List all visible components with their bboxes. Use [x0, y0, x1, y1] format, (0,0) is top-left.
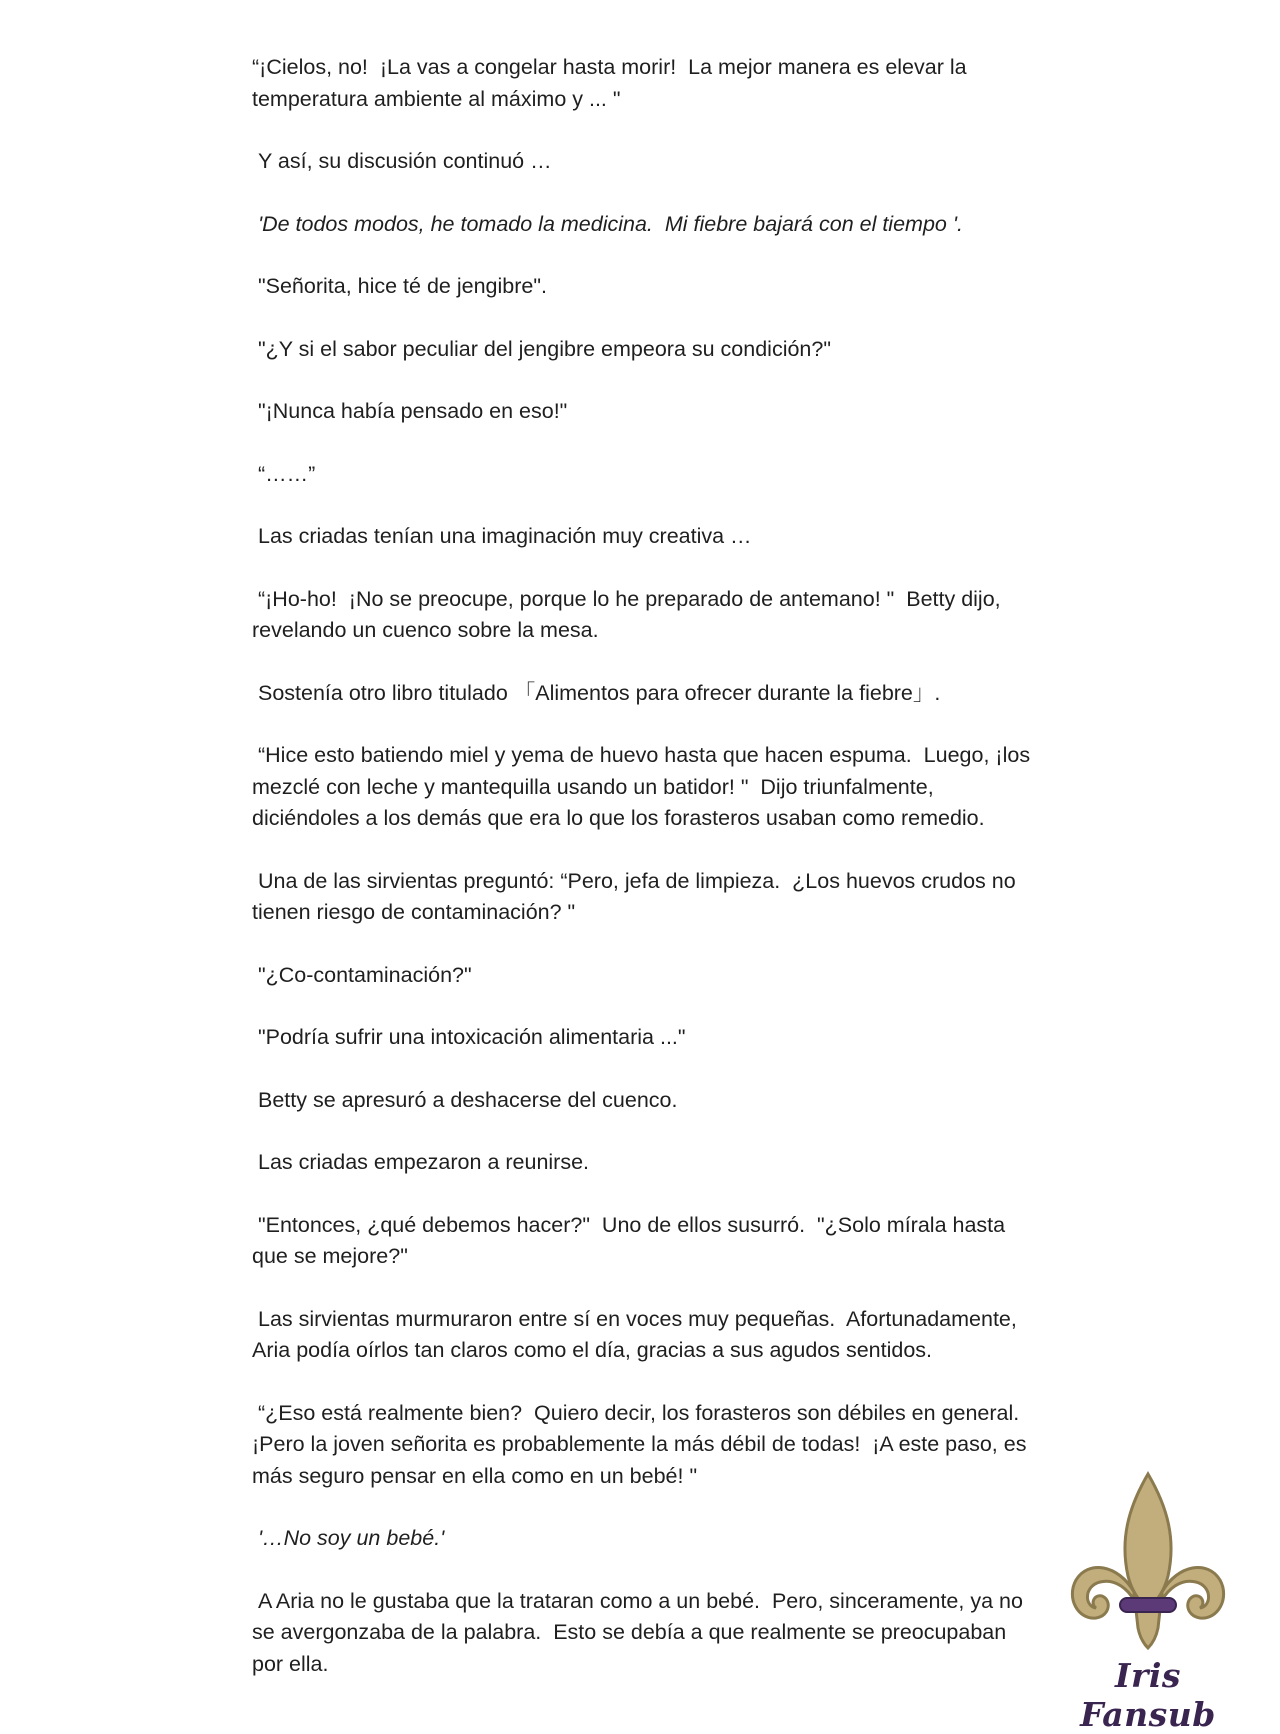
fansub-watermark [1048, 1468, 1248, 1734]
paragraph: “……” [252, 461, 316, 486]
paragraph: Las criadas tenían una imaginación muy creativa … [252, 524, 752, 548]
paragraph: Y así, su discusión continuó … [252, 149, 552, 173]
paragraph: “¡Cielos, no! ¡La vas a congelar hasta morir! La mejor manera es elevar la temperatura ambiente al máximo y ... " [252, 55, 973, 111]
paragraph: Sostenía otro libro titulado 「Alimentos para ofrecer durante la fiebre」. [252, 680, 941, 705]
paragraph: "¡Nunca había pensado en eso!" [252, 399, 568, 423]
paragraph: "¿Y si el sabor peculiar del jengibre empeora su condición?" [252, 336, 831, 361]
paragraph: Las sirvientas murmuraron entre sí en voces muy pequeñas. Afortunadamente, Aria podía oírlos tan claros como el día, gracias a sus agudos sentidos. [252, 1306, 1022, 1362]
paragraph: "Entonces, ¿qué debemos hacer?" Uno de ellos susurró. "¿Solo mírala hasta que se mejore?" [252, 1212, 1012, 1268]
paragraph: “¿Eso está realmente bien? Quiero decir, los forasteros son débiles en general. ¡Pero la joven señorita es probablemente la más débil de todas! ¡A este paso, es más seguro pensar en ella como en un bebé! " [252, 1400, 1033, 1488]
paragraph: '…No soy un bebé.' [252, 1526, 445, 1550]
fleur-de-lis-icon [1062, 1468, 1234, 1652]
brand-name: Iris Fansub [1080, 1656, 1216, 1734]
paragraph: "¿Co-contaminación?" [252, 962, 472, 987]
paragraph: “Hice esto batiendo miel y yema de huevo hasta que hacen espuma. Luego, ¡los mezclé con leche y mantequilla usando un batidor! " Dijo triunfalmente, diciéndoles a los demás que era lo que los forasteros usaban como remedio. [252, 743, 1037, 830]
paragraph: A Aria no le gustaba que la trataran como a un bebé. Pero, sinceramente, ya no se avergonzaba de la palabra. Esto se debía a que realmente se preocupaban por ella. [252, 1588, 1029, 1676]
document-body [252, 52, 1042, 1711]
paragraph: "Señorita, hice té de jengibre". [252, 274, 547, 298]
paragraph: "Podría sufrir una intoxicación alimentaria ..." [252, 1025, 686, 1049]
paragraph: Una de las sirvientas preguntó: “Pero, jefa de limpieza. ¿Los huevos crudos no tienen riesgo de contaminación? " [252, 868, 1022, 924]
paragraph: Betty se apresuró a deshacerse del cuenco. [252, 1087, 678, 1112]
paragraph: “¡Ho-ho! ¡No se preocupe, porque lo he preparado de antemano! " Betty dijo, revelando un cuenco sobre la mesa. [252, 586, 1007, 642]
paragraph: 'De todos modos, he tomado la medicina. Mi fiebre bajará con el tiempo '. [252, 211, 963, 236]
paragraph: Las criadas empezaron a reunirse. [252, 1150, 590, 1174]
